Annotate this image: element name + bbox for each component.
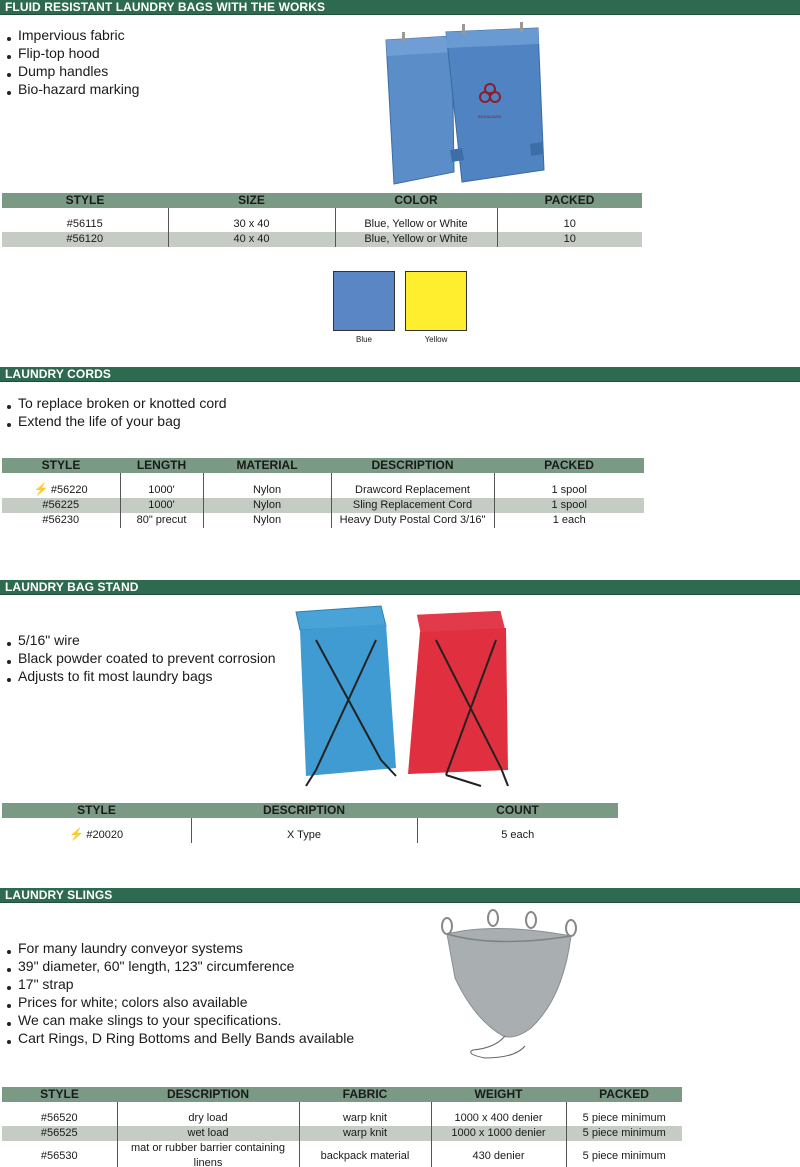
- col-header: MATERIAL: [203, 458, 331, 473]
- col-header: PACKED: [566, 1087, 682, 1102]
- feature-item: 5/16" wire: [6, 631, 276, 649]
- cell-length: 1000': [120, 498, 203, 513]
- cell-style: #56230: [2, 513, 120, 528]
- table-row: [2, 1126, 682, 1141]
- cell-style: #56115: [2, 217, 168, 232]
- col-header: SIZE: [168, 193, 335, 208]
- bags-feature-list: [6, 26, 139, 98]
- slings-spec-table: [2, 1087, 682, 1167]
- stand-feature-list: [6, 631, 276, 685]
- style-number: #56220: [50, 484, 88, 496]
- table-row: [2, 217, 642, 232]
- style-number: #20020: [86, 829, 124, 841]
- cell-weight: 430 denier: [431, 1141, 566, 1167]
- table-header-row: [2, 1087, 682, 1102]
- cell-material: Nylon: [203, 513, 331, 528]
- feature-item: 17" strap: [6, 975, 354, 993]
- cell-description: wet load: [117, 1126, 299, 1141]
- feature-item: Black powder coated to prevent corrosion: [6, 649, 276, 667]
- cell-packed: 1 spool: [494, 498, 644, 513]
- cell-style: #56120: [2, 232, 168, 247]
- col-header: WEIGHT: [431, 1087, 566, 1102]
- cell-packed: 5 piece minimum: [582, 1149, 666, 1162]
- col-header: COUNT: [417, 803, 618, 818]
- yellow-color-swatch: [405, 271, 467, 331]
- feature-item: For many laundry conveyor systems: [6, 939, 354, 957]
- table-header-row: [2, 193, 642, 208]
- cell-style: #56525: [2, 1126, 117, 1141]
- cell-material: Nylon: [203, 498, 331, 513]
- red-bag-stand: [408, 610, 508, 786]
- section-title-stand: LAUNDRY BAG STAND: [0, 580, 800, 595]
- blue-bag-stand: [296, 606, 396, 786]
- col-header: STYLE: [2, 458, 120, 473]
- stand-spec-table: [2, 803, 618, 843]
- cell-size: 40 x 40: [168, 232, 335, 247]
- feature-item: Dump handles: [6, 62, 139, 80]
- cell-description: dry load: [117, 1111, 299, 1126]
- cell-packed: 10: [563, 218, 576, 230]
- table-header-row: [2, 458, 644, 473]
- cell-length: 80" precut: [120, 513, 203, 528]
- cell-packed: 10: [497, 232, 642, 247]
- cell-weight: 1000 x 400 denier: [431, 1111, 566, 1126]
- slings-feature-list: [6, 939, 354, 1047]
- col-header: DESCRIPTION: [331, 458, 494, 473]
- col-header: STYLE: [2, 803, 191, 818]
- col-header: COLOR: [335, 193, 497, 208]
- swatch-label: Yellow: [424, 335, 448, 344]
- col-header: STYLE: [2, 193, 168, 208]
- feature-item: Impervious fabric: [6, 26, 139, 44]
- feature-item: Bio-hazard marking: [6, 80, 139, 98]
- table-row: [2, 1141, 682, 1167]
- cell-description: mat or rubber barrier containing linens: [117, 1141, 299, 1167]
- cell-count: 5 each: [501, 828, 535, 841]
- laundry-bag-stands-image: [286, 600, 526, 790]
- blue-color-swatch: [333, 271, 395, 331]
- cell-length: 1000': [120, 482, 203, 498]
- feature-item: Extend the life of your bag: [6, 412, 227, 430]
- cell-fabric: warp knit: [299, 1111, 431, 1126]
- feature-item: Adjusts to fit most laundry bags: [6, 667, 276, 685]
- cords-spec-table: [2, 458, 644, 528]
- lightning-bolt-icon: ⚡: [69, 827, 85, 841]
- feature-item: Prices for white; colors also available: [6, 993, 354, 1011]
- col-header: DESCRIPTION: [117, 1087, 299, 1102]
- table-row: [2, 513, 644, 528]
- table-row: [2, 482, 644, 498]
- back-bag-shape: [386, 32, 454, 184]
- table-header-row: [2, 803, 618, 818]
- col-header: DESCRIPTION: [191, 803, 417, 818]
- col-header: FABRIC: [299, 1087, 431, 1102]
- laundry-sling-image: [435, 908, 585, 1078]
- feature-item: We can make slings to your specifications.: [6, 1011, 354, 1029]
- col-header: PACKED: [497, 193, 642, 208]
- cell-packed: 1 each: [552, 514, 586, 526]
- table-row: [2, 232, 642, 247]
- cell-color: Blue, Yellow or White: [335, 217, 497, 232]
- cell-fabric: warp knit: [299, 1126, 431, 1141]
- bags-spec-table: [2, 193, 642, 247]
- section-title-bags: FLUID RESISTANT LAUNDRY BAGS WITH THE WORKS: [0, 0, 800, 15]
- table-row: [2, 1111, 682, 1126]
- biohazard-label: BIOHAZARD: [478, 114, 502, 119]
- cords-feature-list: [6, 394, 227, 430]
- col-header: PACKED: [494, 458, 644, 473]
- feature-item: Cart Rings, D Ring Bottoms and Belly Bands available: [6, 1029, 354, 1047]
- swatch-label: Blue: [355, 335, 372, 344]
- cell-description: Drawcord Replacement: [331, 482, 494, 498]
- cell-fabric: backpack material: [299, 1141, 431, 1167]
- cell-style: #56530: [2, 1141, 117, 1167]
- cell-style: [2, 482, 120, 498]
- cell-style: [2, 827, 191, 843]
- col-header: LENGTH: [120, 458, 203, 473]
- section-title-cords: LAUNDRY CORDS: [0, 367, 800, 382]
- lightning-bolt-icon: ⚡: [33, 482, 49, 496]
- cell-size: 30 x 40: [168, 217, 335, 232]
- cell-weight: 1000 x 1000 denier: [431, 1126, 566, 1141]
- cell-packed: 1 spool: [551, 483, 587, 496]
- laundry-bags-image: [380, 22, 555, 190]
- cell-style: #56520: [2, 1111, 117, 1126]
- cell-style: #56225: [2, 498, 120, 513]
- cell-description: Heavy Duty Postal Cord 3/16": [331, 513, 494, 528]
- cell-color: Blue, Yellow or White: [335, 232, 497, 247]
- cell-description: Sling Replacement Cord: [331, 498, 494, 513]
- feature-item: 39" diameter, 60" length, 123" circumference: [6, 957, 354, 975]
- cell-material: Nylon: [203, 482, 331, 498]
- table-row: [2, 827, 618, 843]
- cell-packed: 5 piece minimum: [582, 1112, 666, 1124]
- table-row: [2, 498, 644, 513]
- cell-description: X Type: [191, 827, 417, 843]
- feature-item: To replace broken or knotted cord: [6, 394, 227, 412]
- feature-item: Flip-top hood: [6, 44, 139, 62]
- cell-packed: 5 piece minimum: [566, 1126, 682, 1141]
- section-title-slings: LAUNDRY SLINGS: [0, 888, 800, 903]
- col-header: STYLE: [2, 1087, 117, 1102]
